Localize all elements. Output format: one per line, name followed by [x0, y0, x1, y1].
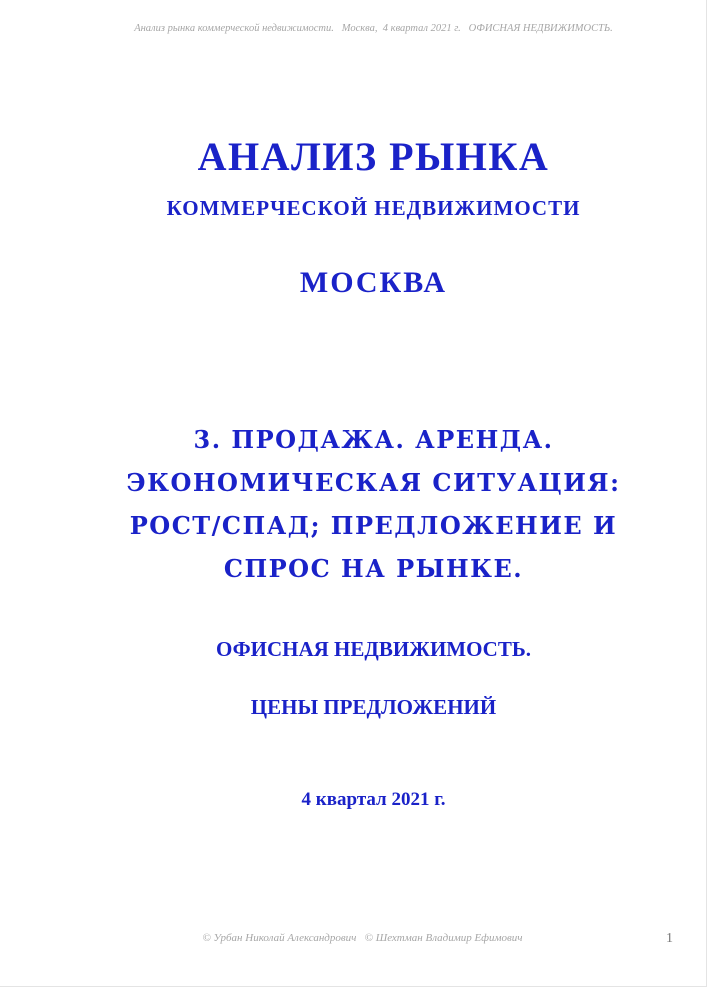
section-title: [0, 418, 707, 590]
footer-copyright: © Урбан Николай Александрович © Шехтман Владимир Ефимович: [202, 932, 523, 944]
page-number: 1: [666, 931, 673, 946]
section-title-line: СПРОС НА РЫНКЕ.: [223, 554, 524, 583]
running-header: Анализ рынка коммерческой недвижимости. Москва, 4 квартал 2021 г. ОФИСНАЯ НЕДВИЖИМОСТЬ.: [134, 23, 613, 34]
prices-title: ЦЕНЫ ПРЕДЛОЖЕНИЙ: [250, 695, 497, 719]
section-title-line: 3. ПРОДАЖА. АРЕНДА.: [193, 425, 554, 454]
period-label: 4 квартал 2021 г.: [301, 789, 446, 810]
cover-subtitle: КОММЕРЧЕСКОЙ НЕДВИЖИМОСТИ: [166, 196, 581, 220]
section-title-line: ЭКОНОМИЧЕСКАЯ СИТУАЦИЯ:: [126, 468, 621, 497]
segment-title: ОФИСНАЯ НЕДВИЖИМОСТЬ.: [216, 637, 531, 661]
cover-title: АНАЛИЗ РЫНКА: [197, 134, 550, 179]
section-title-line: РОСТ/СПАД; ПРЕДЛОЖЕНИЕ И: [129, 511, 618, 540]
cover-city: МОСКВА: [299, 266, 448, 299]
